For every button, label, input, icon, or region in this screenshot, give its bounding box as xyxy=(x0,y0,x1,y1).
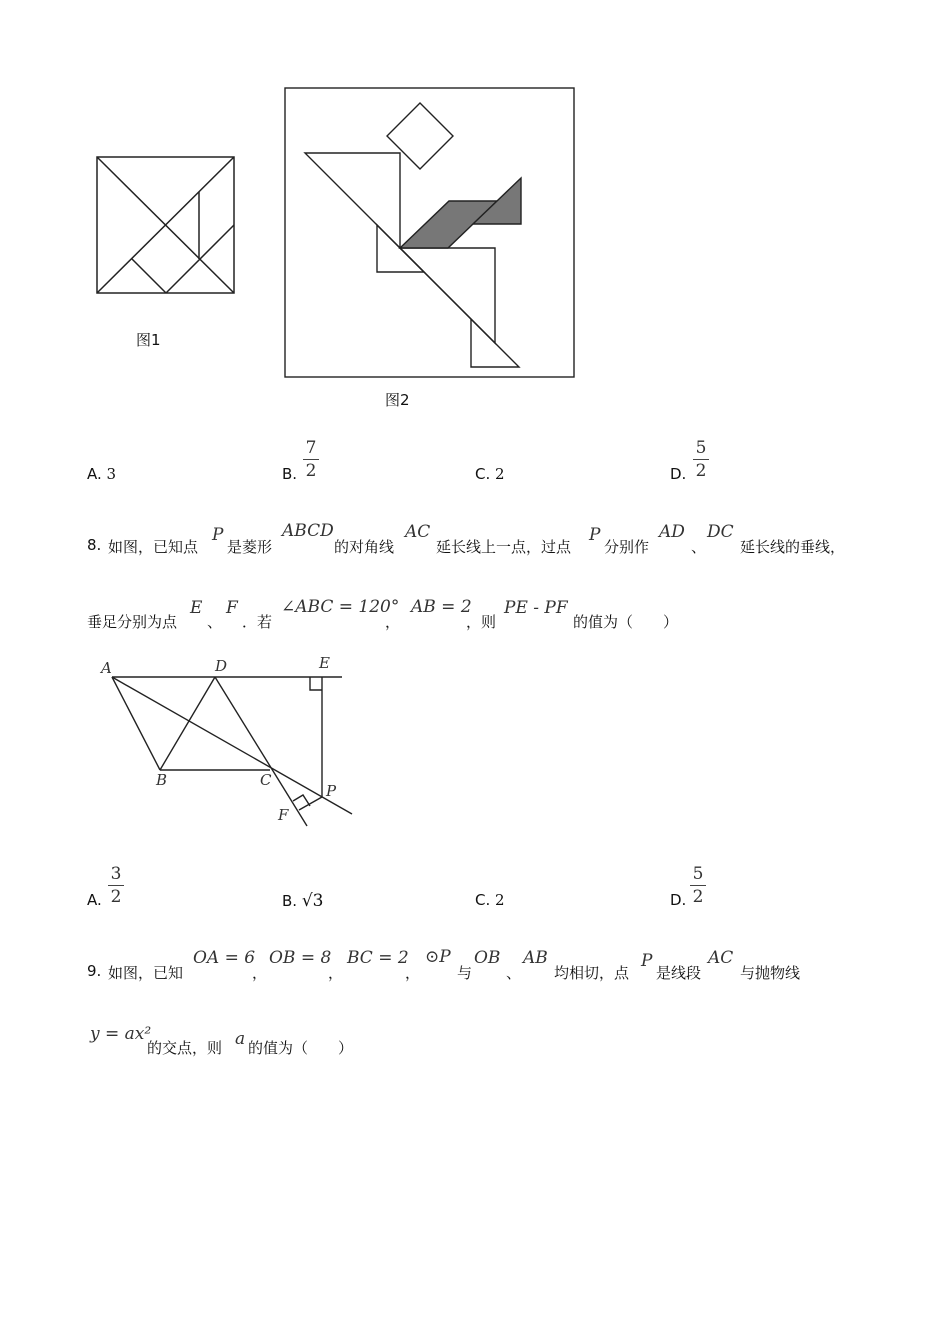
q9-text: 均相切，点 xyxy=(554,964,630,982)
q8-text: 延长线的垂线， xyxy=(740,538,846,556)
q8-text: 、 xyxy=(691,538,707,556)
q9-text: 与抛物线 xyxy=(740,964,801,982)
math-ac: AC xyxy=(405,522,431,542)
q8-text: 的值为（ ） xyxy=(573,613,679,631)
q8-text: 是菱形 xyxy=(227,538,273,556)
option-label: C. xyxy=(475,465,491,483)
figure-1-caption: 图1 xyxy=(136,331,161,349)
math-var-p: P xyxy=(641,951,653,971)
q9-text: 与 xyxy=(457,964,473,982)
math-ab-line: AB xyxy=(523,948,548,968)
math-dc: DC xyxy=(707,522,734,542)
math-var-p: P xyxy=(212,525,224,545)
q8-text: 如图，已知点 xyxy=(108,538,199,556)
q7-option-b-label: B. xyxy=(282,465,298,483)
point-label-e: E xyxy=(319,654,330,672)
denominator: 2 xyxy=(110,887,122,907)
q8-option-a-label: A. xyxy=(87,891,102,909)
denominator: 2 xyxy=(692,887,704,907)
math-ac: AC xyxy=(708,948,734,968)
point-label-b: B xyxy=(156,771,168,789)
numerator: 5 xyxy=(692,864,704,884)
q8-text: 、 xyxy=(207,613,223,631)
denominator: 2 xyxy=(695,461,707,481)
q8-text: ．若 xyxy=(242,613,273,631)
q8-option-d-label: D. xyxy=(670,891,687,909)
q9-text: 、 xyxy=(506,964,522,982)
q9-number: 9. xyxy=(87,962,102,980)
math-bc: BC = 2 xyxy=(347,948,409,968)
q9-text: 如图，已知 xyxy=(108,964,184,982)
option-value: 3 xyxy=(106,465,117,483)
math-ab-length: AB = 2 xyxy=(411,597,472,617)
math-ob: OB = 8 xyxy=(269,948,332,968)
math-var-f: F xyxy=(226,598,238,618)
math-var-p: P xyxy=(589,525,601,545)
q9-text: ， xyxy=(252,964,268,982)
q8-text: ， xyxy=(385,613,401,631)
q8-text: 延长线上一点，过点 xyxy=(436,538,572,556)
math-abcd: ABCD xyxy=(282,521,334,541)
numerator: 3 xyxy=(110,864,122,884)
q9-text: ， xyxy=(405,964,421,982)
q8-text: 的对角线 xyxy=(334,538,395,556)
denominator: 2 xyxy=(305,461,317,481)
figure-2-caption: 图2 xyxy=(385,391,410,409)
point-label-d: D xyxy=(215,657,228,675)
q9-text: 的交点，则 xyxy=(147,1039,223,1057)
q9-text: ， xyxy=(328,964,344,982)
math-ad: AD xyxy=(659,522,685,542)
math-var-a: a xyxy=(235,1029,246,1049)
point-label-a: A xyxy=(101,659,112,677)
option-label: A. xyxy=(87,465,102,483)
q8-text: 分别作 xyxy=(604,538,650,556)
q8-text: ，则 xyxy=(466,613,497,631)
numerator: 7 xyxy=(305,438,317,458)
point-label-p: P xyxy=(326,782,337,800)
option-value: √3 xyxy=(301,891,324,911)
q8-option-b xyxy=(282,891,324,911)
option-value: 2 xyxy=(495,891,505,909)
q8-text: 垂足分别为点 xyxy=(87,613,178,631)
q9-text: 是线段 xyxy=(656,964,702,982)
point-label-f: F xyxy=(278,806,289,824)
q8-number: 8. xyxy=(87,536,102,554)
math-oa: OA = 6 xyxy=(193,948,256,968)
q7-option-d-label: D. xyxy=(670,465,687,483)
math-var-e: E xyxy=(190,598,203,618)
option-label: C. xyxy=(475,891,491,909)
numerator: 5 xyxy=(695,438,707,458)
math-circle-p: ⊙P xyxy=(425,947,451,967)
q8-option-d-fraction xyxy=(688,864,708,907)
q9-text: 的值为（ ） xyxy=(248,1039,354,1057)
point-label-c: C xyxy=(260,771,272,789)
math-ob-line: OB xyxy=(474,948,501,968)
option-label: B. xyxy=(282,892,298,910)
option-value: 2 xyxy=(495,465,505,483)
q8-option-c xyxy=(475,891,505,909)
math-pe-minus-pf: PE - PF xyxy=(504,598,568,618)
math-angle-abc: ∠ABC = 120° xyxy=(281,597,400,617)
q8-option-a-fraction xyxy=(106,864,126,907)
math-parabola: y = ax² xyxy=(90,1024,152,1044)
